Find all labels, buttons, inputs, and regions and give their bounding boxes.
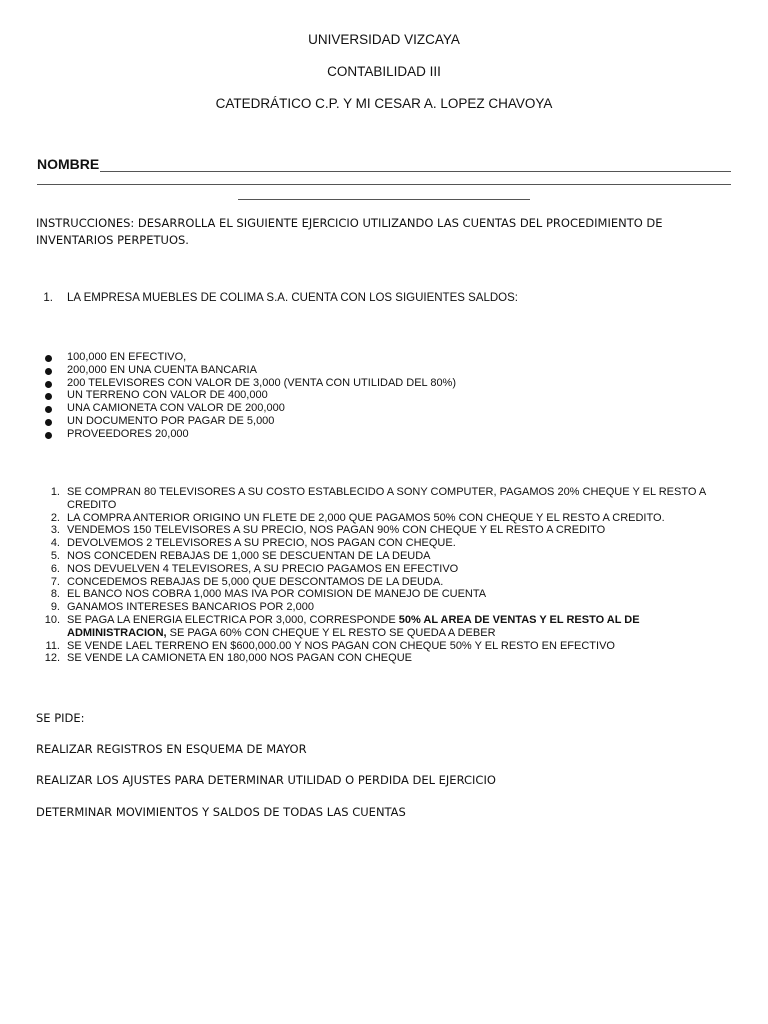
step-number: 3.	[50, 524, 60, 537]
list-item	[36, 614, 716, 640]
name-field[interactable]	[37, 154, 731, 174]
step-text: VENDEMOS 150 TELEVISORES A SU PRECIO, NOS PAGAN 90% CON CHEQUE Y EL RESTO A CREDITO	[67, 524, 606, 537]
task-item: DETERMINAR MOVIMIENTOS Y SALDOS DE TODAS LAS CUENTAS	[36, 805, 406, 819]
step-number: 6.	[50, 562, 60, 575]
step-text: SE VENDE LAEL TERRENO EN $600,000.00 Y NOS PAGAN CON CHEQUE 50% Y EL RESTO EN EFECTIVO	[67, 639, 615, 652]
step-text: CONCEDEMOS REBAJAS DE 5,000 QUE DESCONTAMOS DE LA DEUDA.	[67, 575, 444, 588]
name-line-2	[37, 184, 731, 185]
list-item	[36, 512, 716, 525]
bullet-icon	[45, 393, 52, 400]
name-label: NOMBRE	[37, 156, 100, 172]
balance-text: 100,000 EN EFECTIVO,	[67, 351, 187, 363]
list-item	[36, 601, 716, 614]
task-item: REALIZAR REGISTROS EN ESQUEMA DE MAYOR	[36, 742, 307, 756]
step-text: SE VENDE LA CAMIONETA EN 180,000 NOS PAGAN CON CHEQUE	[67, 652, 412, 665]
course-title: CONTABILIDAD III	[327, 64, 441, 79]
instructions-text: INSTRUCCIONES: DESARROLLA EL SIGUIENTE EJERCICIO UTILIZANDO LAS CUENTAS DEL PROCEDIMIENTO DE INVENTARIOS PERPETUOS.	[36, 216, 663, 247]
list-item	[36, 652, 716, 665]
task-item: REALIZAR LOS AJUSTES PARA DETERMINAR UTILIDAD O PERDIDA DEL EJERCICIO	[36, 773, 496, 787]
step-text: LA COMPRA ANTERIOR ORIGINO UN FLETE DE 2,000 QUE PAGAMOS 50% CON CHEQUE Y EL RESTO A CREDITO.	[67, 511, 665, 524]
se-pide-label: SE PIDE:	[36, 711, 85, 725]
step-text: SE PAGA LA ENERGIA ELECTRICA POR 3,000, CORRESPONDE	[67, 613, 399, 626]
step-number: 1.	[50, 486, 60, 498]
bullet-icon	[45, 406, 52, 413]
list-item	[36, 524, 716, 537]
step-number: 12.	[44, 652, 60, 665]
step-number: 4.	[50, 537, 60, 550]
transactions-list	[36, 486, 716, 665]
bullet-icon	[45, 355, 52, 362]
balance-text: 200 TELEVISORES CON VALOR DE 3,000 (VENTA CON UTILIDAD DEL 80%)	[67, 376, 457, 389]
step-text: SE COMPRAN 80 TELEVISORES A SU COSTO ESTABLECIDO A SONY COMPUTER, PAGAMOS 20% CHEQUE Y EL RESTO A CREDITO	[67, 486, 706, 511]
name-line-3	[238, 199, 530, 200]
step-bold-text: 50% AL AREA DE VENTAS Y EL RESTO AL DE ADMINISTRACION,	[67, 613, 640, 639]
step-number: 5.	[50, 549, 60, 562]
balance-text: UN DOCUMENTO POR PAGAR DE 5,000	[67, 414, 275, 427]
bullet-icon	[45, 368, 52, 375]
intro-number: 1.	[43, 292, 53, 304]
intro-text: LA EMPRESA MUEBLES DE COLIMA S.A. CUENTA CON LOS SIGUIENTES SALDOS:	[67, 292, 518, 304]
step-number: 10.	[44, 613, 60, 626]
list-item	[36, 640, 716, 653]
step-text: DEVOLVEMOS 2 TELEVISORES A SU PRECIO, NOS PAGAN CON CHEQUE.	[67, 537, 456, 550]
bullet-icon	[45, 432, 52, 439]
balance-text: UN TERRENO CON VALOR DE 400,000	[67, 389, 268, 402]
step-number: 11.	[45, 639, 60, 652]
name-underline	[100, 171, 731, 172]
step-text: GANAMOS INTERESES BANCARIOS POR 2,000	[67, 601, 314, 614]
intro-item	[36, 292, 518, 304]
step-text-tail: SE PAGA 60% CON CHEQUE Y EL RESTO SE QUEDA A DEBER	[166, 626, 496, 639]
step-number: 7.	[50, 575, 60, 588]
balance-text: PROVEEDORES 20,000	[67, 427, 189, 440]
list-item	[36, 563, 716, 576]
balance-text: UNA CAMIONETA CON VALOR DE 200,000	[67, 402, 285, 415]
teacher-line: CATEDRÁTICO C.P. Y MI CESAR A. LOPEZ CHAVOYA	[215, 96, 553, 111]
list-item	[36, 486, 716, 512]
step-number: 8.	[50, 588, 60, 601]
step-number: 9.	[50, 601, 60, 614]
list-item	[36, 537, 716, 550]
step-text: NOS CONCEDEN REBAJAS DE 1,000 SE DESCUENTAN DE LA DEUDA	[67, 549, 431, 562]
list-item	[36, 576, 716, 589]
list-item	[36, 550, 716, 563]
balance-text: 200,000 EN UNA CUENTA BANCARIA	[67, 363, 257, 376]
step-number: 2.	[50, 511, 60, 524]
list-item	[36, 588, 716, 601]
bullet-icon	[45, 381, 52, 388]
university-title: UNIVERSIDAD VIZCAYA	[308, 32, 460, 47]
bullet-icon	[45, 419, 52, 426]
step-text: NOS DEVUELVEN 4 TELEVISORES, A SU PRECIO PAGAMOS EN EFECTIVO	[67, 562, 459, 575]
step-text: EL BANCO NOS COBRA 1,000 MAS IVA POR COMISION DE MANEJO DE CUENTA	[67, 588, 487, 601]
